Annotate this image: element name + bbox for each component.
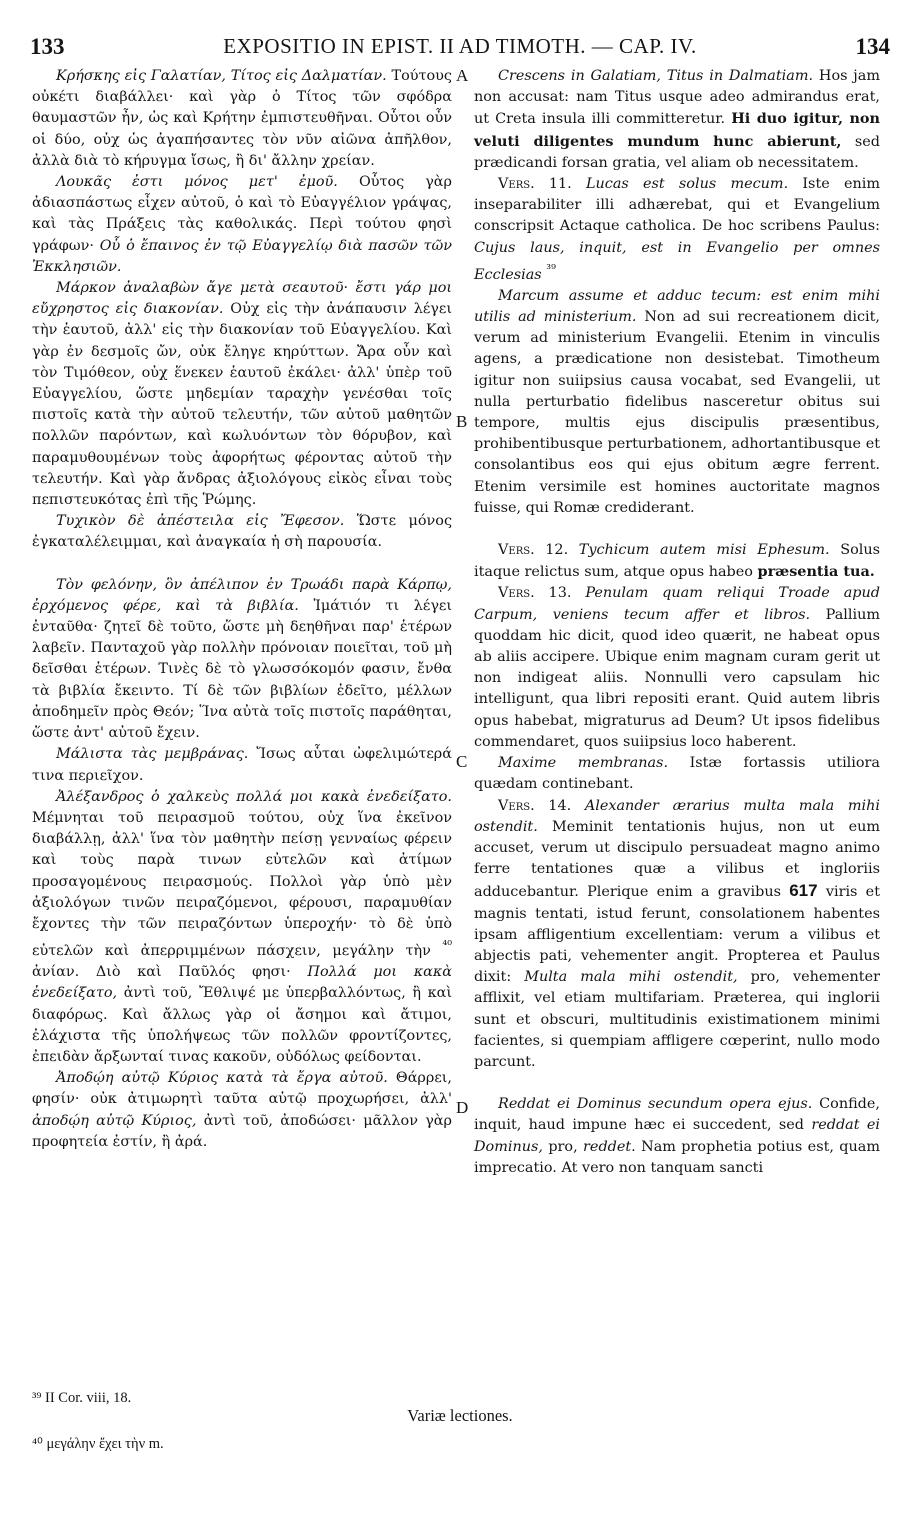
greek-paragraph — [32, 278, 452, 511]
column-number: 617 — [789, 881, 818, 901]
greek-lemma: Μάρκον ἀναλαβὼν ἄγε μετὰ σεαυτοῦ· ἔστι γάρ μοι εὔχρηστος εἰς διακονίαν. — [32, 280, 452, 318]
greek-text: Οὐχ εἰς τὴν ἀνάπαυσιν λέγει τὴν ἑαυτοῦ, ἀλλ' εἰς τὴν διακονίαν τοῦ Εὐαγγελίου. Καὶ γὰρ ἐν δεσμοῖς ὤν, οὐκ ἔληγε κηρύττων. Ἄρα οὖν καὶ τὸν Τιμόθεον, οὐχ ἕνεκεν ἑαυτοῦ ἐκάλει· ἀλλ' ὑπὲρ τοῦ Εὐαγγελίου, ὥστε μηδεμίαν ταραχὴν γενέσθαι τοῖς πιστοῖς κατὰ τὴν αὐτοῦ τελευτήν, τῶν αὐτοῦ μαθητῶν πολλῶν παρόντων, καὶ κωλυόντων τὸν θόρυβον, καὶ παραμυθουμένων τοὺς ἀφορήτως φέροντας αὐτοῦ τὴν τελευτήν. Καὶ γὰρ ἄνδρας ἀξιολόγους εἰκὸς εἶναι τοὺς πεπιστευκότας ἐπὶ τῆς Ῥώμης. — [32, 301, 452, 509]
latin-paragraph — [474, 1094, 880, 1179]
greek-text: ἀντὶ τοῦ, ἀποδώσει· μᾶλλον γὰρ προφητεία ἐστίν, ἢ ἀρά. — [32, 1112, 452, 1150]
latin-lemma: Lucas est solus mecum. — [585, 176, 789, 193]
latin-text: præsentia tua. — [757, 563, 875, 581]
footnote-marker: ³⁹ — [546, 261, 556, 276]
latin-column — [474, 66, 880, 1179]
latin-paragraph — [474, 66, 880, 174]
verse-number: Vers. 11. — [498, 176, 572, 193]
header-title: EXPOSITIO IN EPIST. II AD TIMOTH. — CAP. IV. — [223, 34, 697, 58]
latin-paragraph — [474, 796, 880, 1074]
latin-text: Meminit tentationis hujus, non ut eum accuset, verum ut discipulo persuadeat magno animo ferre tentationes quæ a vilibus et ingloriis adducebantur. Plerique enim a gravibus — [474, 818, 880, 901]
latin-paragraph — [474, 540, 880, 583]
latin-quote: Multa mala mihi ostendit, — [524, 969, 738, 986]
footnote-marker: ⁴⁰ — [442, 938, 453, 953]
latin-lemma: Crescens in Galatiam, Titus in Dalmatiam. — [498, 68, 814, 84]
greek-paragraph — [32, 744, 452, 786]
page-number-left: 133 — [30, 34, 65, 59]
greek-column — [32, 66, 452, 1153]
latin-lemma: Alexander ærarius multa mala mihi ostendit. — [474, 797, 881, 835]
greek-paragraph — [32, 511, 452, 553]
greek-text: Ἱμάτιόν τι λέγει ἐνταῦθα· ζητεῖ δὲ τοῦτο, ὥστε μὴ δεηθῆναι παρ' ἑτέρων λαβεῖν. Πανταχοῦ γὰρ πολλὴν πρόνοιαν ποιεῖται, τοῦ μὴ δεῖσθαι ἑτέρων. Τινὲς δὲ τὸ γλωσσόκομόν φασιν, ἔνθα τὰ βιβλία ἔκειντο. Τί δὲ τῶν βιβλίων ἐδεῖτο, μέλλων ἀποδημεῖν πρὸς Θεόν; Ἵνα αὐτὰ τοῖς πιστοῖς παράθηται, ὥστε ἀντ' αὐτοῦ ἔχειν. — [32, 597, 453, 742]
greek-quote: Οὗ ὁ ἔπαινος ἐν τῷ Εὐαγγελίῳ διὰ πασῶν τῶν Ἐκκλησιῶν. — [32, 237, 453, 275]
margin-letter-c: C — [456, 752, 468, 771]
margin-letter-b: B — [456, 412, 468, 431]
latin-quote: reddat ei Dominus, — [474, 1117, 880, 1155]
greek-text: Τούτους οὐκέτι διαβάλλει· καὶ γὰρ ὁ Τίτος τῶν σφόδρα θαυμαστῶν ἦν, ὡς καὶ Κρήτην ἐμπιστευθῆναι. Οὗτοι οὖν οἱ δύο, οὐχ ὡς ἀγαπήσαντες τὸν νῦν αἰῶνα ἀπῆλθον, ἀλλὰ διὰ τὸ κήρυγμα ἴσως, ἢ δι' ἄλλην χρείαν. — [32, 68, 452, 169]
latin-text: Istæ fortassis utiliora quædam continebant. — [474, 755, 881, 793]
latin-paragraph — [474, 174, 880, 286]
greek-text: Μέμνηται τοῦ πειρασμοῦ τούτου, οὐχ ἵνα ἐκεῖνον διαβάλλῃ, ἀλλ' ἵνα τὸν μαθητὴν πείσῃ γενναίως φέρειν καὶ τοὺς παρὰ τινων εὐτελῶν καὶ ἀτίμων προσαγομένους πειρασμούς. Πολλοὶ γὰρ ὑπὸ μὲν ἀξιολόγων τινῶν πειραζόμενοι, φέρουσι, παραμυθίαν ἔχοντες τὴν τῶν πειραζόντων ὑπεροχήν· τὸ δὲ ὑπὸ εὐτελῶν καὶ ἀπερριμμένων πάσχειν, μεγάλην τὴν — [32, 809, 452, 959]
latin-quote: Cujus laus, inquit, est in Evangelio per omnes Ecclesias — [474, 239, 880, 283]
greek-text: Θάρρει, φησίν· οὐκ ἀτιμωρητὶ ταῦτα αὐτῷ προχωρήσει, ἀλλ' — [32, 1070, 452, 1108]
greek-paragraph — [32, 575, 452, 745]
greek-lemma: Τὸν φελόνην, ὃν ἀπέλιπον ἐν Τρωάδι παρὰ Κάρπῳ, ἐρχόμενος φέρε, καὶ τὰ βιβλία. — [32, 576, 452, 614]
greek-lemma: Λουκᾶς ἐστι μόνος μετ' ἐμοῦ. — [56, 174, 338, 191]
greek-paragraph — [32, 172, 452, 278]
latin-paragraph — [474, 753, 880, 795]
greek-text: Ὥστε μόνος ἐγκαταλέλειμμαι, καὶ ἀναγκαία ἡ σὴ παρουσία. — [32, 513, 453, 551]
latin-lemma: Maxime membranas. — [498, 755, 669, 772]
margin-letter-a: A — [456, 66, 469, 85]
greek-lemma: Ἀποδῴη αὐτῷ Κύριος κατὰ τὰ ἔργα αὐτοῦ. — [56, 1070, 388, 1087]
latin-text: Pallium quoddam hic dicit, quod ideo quærit, ne habeat opus ab aliis accipere. Ubique enim magnam curam gerit ut non indigeat aliis. Nonnulli vero capsulam hic intelligunt, qua libri repositi erant. Quid autem libris opus habebat, migraturus ad Deum? Ut ipsos fidelibus commendaret, quos suiipsius loco haberent. — [474, 606, 881, 750]
greek-quote: Πολλά μοι κακὰ ἐνεδείξατο, — [32, 964, 453, 1002]
verse-number: Vers. 14. — [498, 797, 572, 814]
verse-number: Vers. 12. — [498, 542, 569, 559]
greek-paragraph — [32, 66, 452, 172]
page-number-right: 134 — [855, 34, 890, 59]
verse-number: Vers. 13. — [498, 585, 572, 602]
greek-lemma: Κρήσκης εἰς Γαλατίαν, Τίτος εἰς Δαλματίαν. — [56, 68, 387, 84]
latin-text: Iste enim inseparabiliter illi adhærebat, qui et Evangelium conscripsit Actaque catholica. De hoc scribens Paulus: — [474, 176, 880, 235]
latin-text: Solus itaque relictus sum, atque opus habeo — [474, 542, 880, 581]
greek-text: ἀνίαν. Διὸ καὶ Παῦλός φησι· — [32, 964, 291, 981]
greek-text: Οὗτος γὰρ ἀδιασπάστως εἶχεν αὐτοῦ, ὁ καὶ τὸ Εὐαγγέλιον γράψας, καὶ τὰς Πράξεις τὰς καθολικάς. Περὶ τούτου φησὶ γράφων· — [32, 174, 452, 254]
running-header — [30, 30, 890, 62]
latin-text: Non ad sui recreationem dicit, verum ad ministerium Evangelii. Etenim in vinculis agens, a prædicatione non desistebat. Timotheum igitur non suiipsius causa vocabat, sed Evangelii, ut nulla perturbatio fidelibus nasceretur obitus sui tempore, multis ejus discipulis præsentibus, prohibentibusque perturbationem, adhortantibusque et consolantibus eos qui ejus obitum ægre ferrent. Etenim versimile est homines auctoritate magnos fuisse, qui Romæ crediderant. — [474, 309, 880, 516]
latin-lemma: Reddat ei Dominus secundum opera ejus. — [498, 1096, 813, 1113]
latin-text: pro, vehementer afflixit, vel etiam multifariam. Præterea, qui inglorii sunt et obscuri, multitudinis existimationem minimi facientes, si quempiam affligere cœperint, nullo modo parcunt. — [474, 969, 880, 1070]
greek-lemma: Μάλιστα τὰς μεμβράνας. — [56, 746, 249, 763]
latin-text: Confide, inquit, haud impune hæc ei succedent, sed — [474, 1096, 880, 1134]
latin-text: sed prædicandi forsan gratia, vel aliam ob necessitatem. — [474, 133, 880, 171]
latin-lemma: Penulam quam reliqui Troade apud Carpum, veniens tecum affer et libros. — [474, 585, 880, 623]
latin-text: Hi duo igitur, non veluti diligentes mundum hunc abierunt, — [474, 110, 880, 150]
greek-quote: ἀποδῴη αὐτῷ Κύριος, — [32, 1112, 197, 1129]
latin-lemma: Tychicum autem misi Ephesum. — [578, 542, 830, 559]
greek-text: ἀντὶ τοῦ, Ἔθλιψέ με ὑπερβαλλόντως, ἢ καὶ διαφόρως. Καὶ ἄλλως γὰρ οἱ ἄσημοι καὶ ἄτιμοι, ἐλάχιστα τῆς ὑπολήψεως τῶν πολλῶν φροντίζοντες, ἐπειδὰν ἄρξωνταί τινας κακοῦν, οὐδόλως φείδονται. — [32, 985, 452, 1065]
greek-lemma: Τυχικὸν δὲ ἀπέστειλα εἰς Ἔφεσον. — [56, 513, 345, 530]
greek-lemma: Ἀλέξανδρος ὁ χαλκεὺς πολλά μοι κακὰ ἐνεδείξατο. — [56, 788, 452, 805]
latin-text: Hos jam non accusat: nam Titus usque adeo admirandus erat, ut Creta insula illi committeretur. — [474, 68, 880, 128]
latin-text: pro, — [548, 1138, 578, 1155]
footnote-2: ⁴⁰ μεγάλην ἔχει τὴν m. — [32, 1436, 164, 1452]
greek-paragraph — [32, 1068, 452, 1153]
latin-text: Nam prophetia potius est, quam imprecatio. At vero non tanquam sancti — [474, 1138, 881, 1176]
latin-paragraph — [474, 286, 880, 519]
latin-paragraph — [474, 583, 880, 753]
greek-paragraph — [32, 787, 452, 1068]
latin-quote: reddet. — [583, 1138, 636, 1155]
variae-lectiones-heading: Variæ lectiones. — [407, 1406, 513, 1425]
margin-letter-d: D — [456, 1098, 469, 1117]
latin-lemma: Marcum assume et adduc tecum: est enim mihi utilis ad ministerium. — [474, 287, 880, 326]
greek-text: Ἴσως αὗται ὠφελιμώτερά τινα περιεῖχον. — [32, 746, 452, 784]
latin-text: viris et magnis tentati, istud ferunt, consolationem habentes ipsam affligentium excellentiam: verum a vilibus et abjectis pati, vehementer angit. Propterea et Paulus dixit: — [474, 884, 880, 986]
footnote-1: ³⁹ II Cor. viii, 18. — [32, 1390, 132, 1406]
